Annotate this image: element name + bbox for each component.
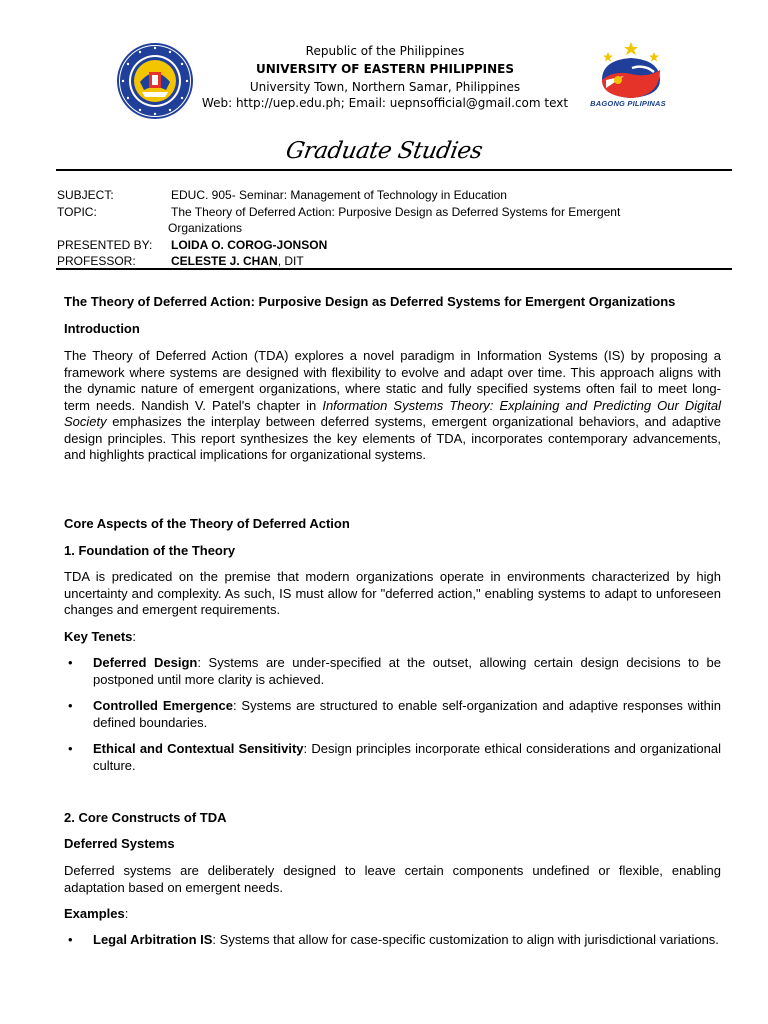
header-contact: Web: http://uep.edu.ph; Email: uepnsofficial@gmail.com text [201,96,569,110]
intro-text-a: The Theory of Deferred Action (TDA) explores a novel paradigm in Information Systems (IS) by proposing a framework where systems are designed with flexibility to evolve and adapt over time. This approach aligns with the dynamic nature of emergent organizations, where static and fully specified systems often fail to meet long-term needs. Nandish V. Patel's chapter in [64,348,721,413]
header-address: University Town, Northern Samar, Philippines [249,80,521,94]
professor-value [171,253,304,269]
bagong-pilipinas-logo-text: BAGONG PILIPINAS [590,99,666,108]
bullet: • [68,741,73,756]
foundation-paragraph: TDA is predicated on the premise that modern organizations operate in environments characterized by high uncertainty and complexity. As such, IS must allow for "deferred action," enabling systems to adapt to unforeseen changes and emergent requirements. [64,569,721,617]
tenet-term: Ethical and Contextual Sensitivity [93,741,304,756]
list-item [64,741,721,774]
intro-book-title: Information Systems Theory: Explaining and Predicting Our Digital Society [64,397,721,429]
tenet-term: Controlled Emergence [93,698,233,713]
bullet: • [68,698,73,713]
topic-value-line2: Organizations [168,221,243,235]
tenet-text: : Systems are structured to enable self-organization and adaptive responses within defined boundaries. [93,698,721,730]
subject-value: EDUC. 905- Seminar: Management of Technology in Education [171,188,507,202]
professor-suffix: , DIT [277,254,304,268]
header-republic: Republic of the Philippines [305,44,465,58]
bullet: • [68,932,73,947]
example-term: Legal Arbitration IS [93,932,213,947]
examples-colon: : [124,906,129,921]
tenet-text: : Design principles incorporate ethical considerations and organizational culture. [93,741,721,773]
key-tenets-term: Key Tenets [64,629,133,644]
key-tenets-colon: : [132,629,137,644]
examples-term: Examples [64,906,125,921]
core-constructs-heading: 2. Core Constructs of TDA [64,810,227,825]
examples-label [64,906,721,923]
subject-label: SUBJECT: [57,188,114,202]
example-text: : Systems that allow for case-specific customization to align with jurisdictional variations. [212,932,719,947]
list-item [64,698,721,731]
professor-label: PROFESSOR: [57,254,136,268]
bottom-divider [56,268,732,270]
key-tenets-list [64,655,721,774]
topic-value-line1: The Theory of Deferred Action: Purposive Design as Deferred Systems for Emergent [171,205,621,219]
header-university-name: UNIVERSITY OF EASTERN PHILIPPINES [255,62,515,76]
topic-label: TOPIC: [57,205,97,219]
professor-name: CELESTE J. CHAN [171,254,278,268]
intro-text-b: emphasizes the interplay between deferred systems, emergent organizational behaviors, and adaptive design principles. This report synthesizes the key elements of TDA, incorporates contemporary advancements, and highlights practical implications for organizational systems. [64,414,721,462]
deferred-systems-heading: Deferred Systems [64,836,175,851]
list-item [64,655,721,688]
top-divider [56,169,732,171]
intro-paragraph [64,348,721,464]
bullet: • [68,655,73,670]
examples-list [64,932,721,949]
graduate-studies-banner: Graduate Studies [283,138,485,164]
intro-heading: Introduction [64,321,140,336]
presented-by-value: LOIDA O. COROG-JONSON [171,238,328,252]
foundation-heading: 1. Foundation of the Theory [64,543,236,558]
key-tenets-label [64,629,721,646]
tenet-term: Deferred Design [93,655,198,670]
core-aspects-heading: Core Aspects of the Theory of Deferred Action [64,516,350,531]
document-title: The Theory of Deferred Action: Purposive Design as Deferred Systems for Emergent Organizations [64,294,676,309]
deferred-systems-paragraph: Deferred systems are deliberately designed to leave certain components undefined or flexible, enabling adaptation based on emergent needs. [64,863,721,895]
tenet-text: : Systems are under-specified at the outset, allowing certain design decisions to be postponed until more clarity is achieved. [93,655,721,687]
list-item [64,932,721,949]
university-seal-logo [116,42,194,120]
presented-by-label: PRESENTED BY: [57,238,153,252]
